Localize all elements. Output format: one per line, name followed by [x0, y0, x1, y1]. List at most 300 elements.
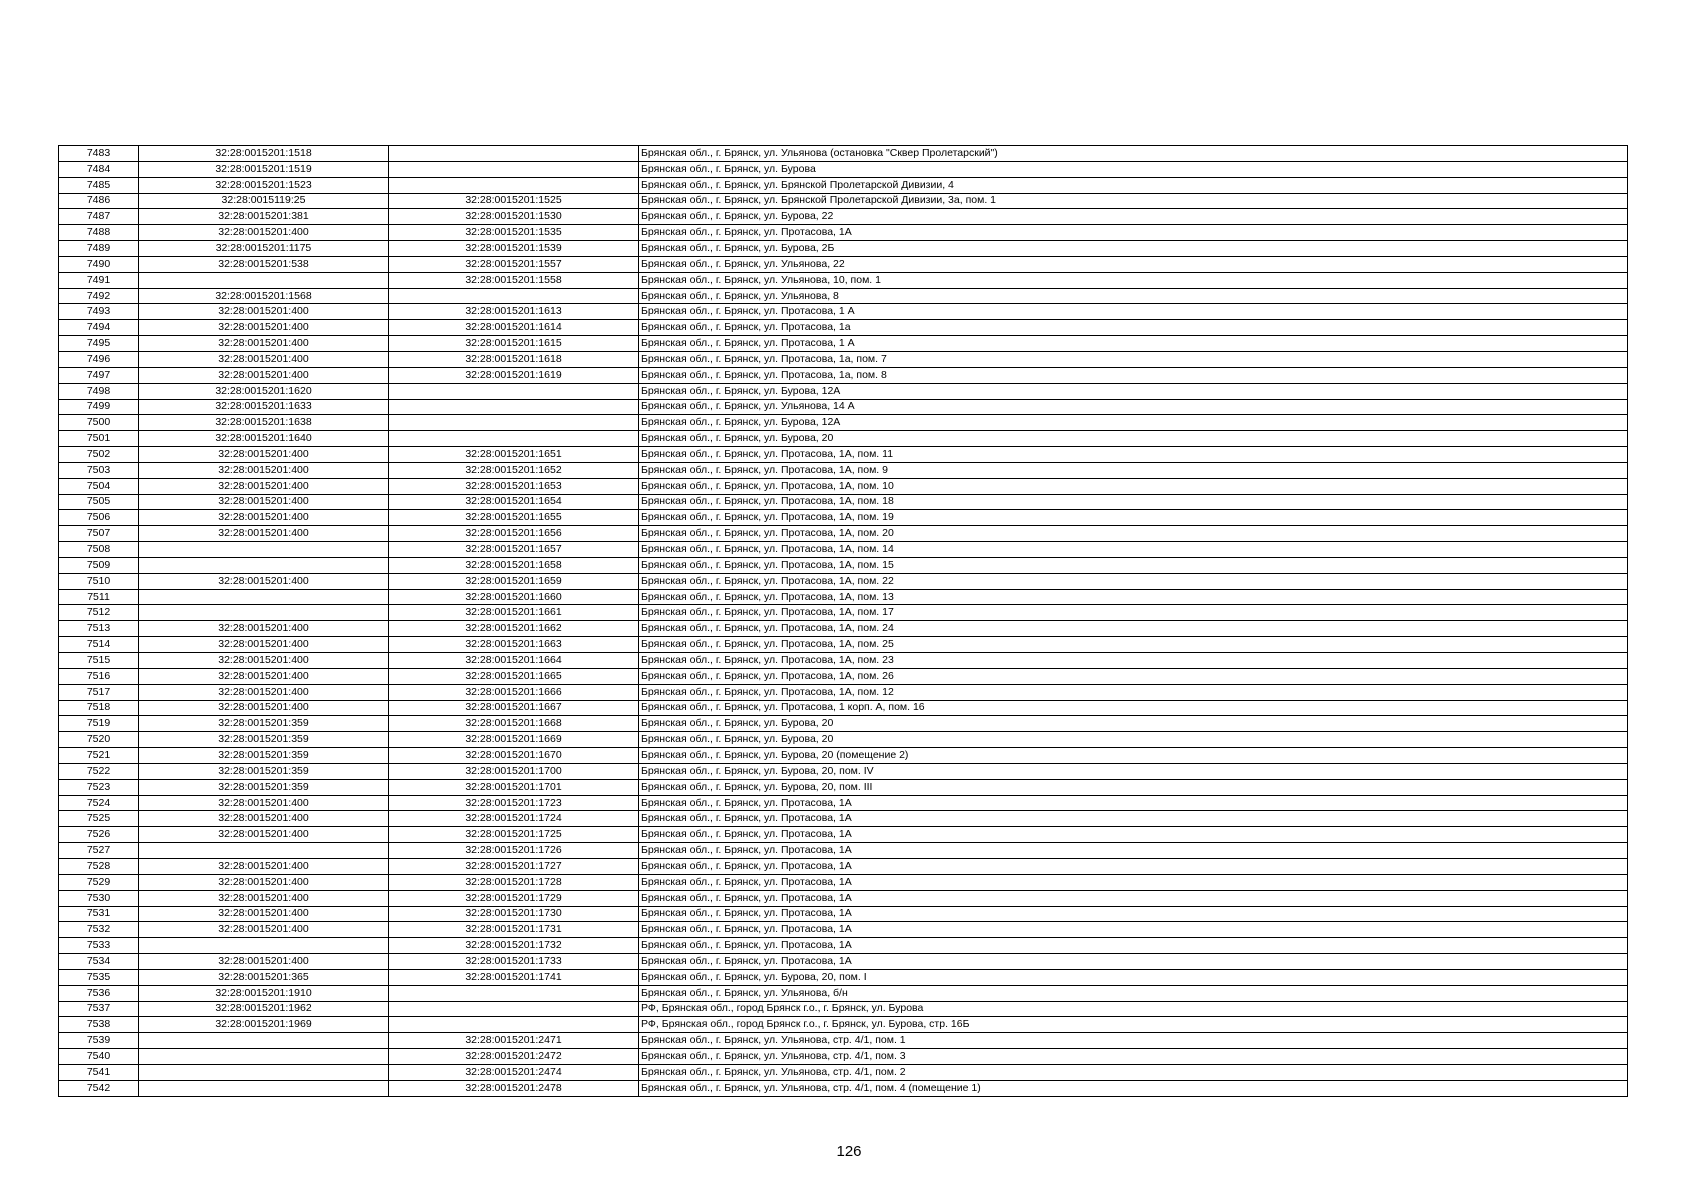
- table-row: [59, 716, 1628, 732]
- parcel-cadastral-number-cell: 32:28:0015201:1568: [139, 288, 389, 304]
- address-cell: Брянская обл., г. Брянск, ул. Протасова, 1 корп. А, пом. 16: [639, 700, 1628, 716]
- table-row: [59, 209, 1628, 225]
- object-cadastral-number-cell: 32:28:0015201:1670: [389, 748, 639, 764]
- row-number-cell: 7499: [59, 399, 139, 415]
- table-row: [59, 779, 1628, 795]
- object-cadastral-number-cell: 32:28:0015201:1615: [389, 336, 639, 352]
- row-number-cell: 7496: [59, 351, 139, 367]
- parcel-cadastral-number-cell: 32:28:0015201:538: [139, 256, 389, 272]
- cadastral-table: [58, 145, 1628, 1097]
- parcel-cadastral-number-cell: 32:28:0015201:359: [139, 763, 389, 779]
- table-row: [59, 573, 1628, 589]
- address-cell: Брянская обл., г. Брянск, ул. Ульянова (остановка "Сквер Пролетарский"): [639, 146, 1628, 162]
- parcel-cadastral-number-cell: [139, 589, 389, 605]
- object-cadastral-number-cell: [389, 146, 639, 162]
- parcel-cadastral-number-cell: 32:28:0015201:1638: [139, 415, 389, 431]
- object-cadastral-number-cell: 32:28:0015201:1729: [389, 890, 639, 906]
- address-cell: Брянская обл., г. Брянск, ул. Ульянова, 10, пом. 1: [639, 272, 1628, 288]
- address-cell: Брянская обл., г. Брянск, ул. Протасова, 1А, пом. 15: [639, 557, 1628, 573]
- row-number-cell: 7484: [59, 161, 139, 177]
- parcel-cadastral-number-cell: 32:28:0015201:400: [139, 668, 389, 684]
- row-number-cell: 7541: [59, 1064, 139, 1080]
- parcel-cadastral-number-cell: 32:28:0015201:400: [139, 225, 389, 241]
- address-cell: Брянская обл., г. Брянск, ул. Протасова, 1А, пом. 22: [639, 573, 1628, 589]
- row-number-cell: 7493: [59, 304, 139, 320]
- table-row: [59, 177, 1628, 193]
- object-cadastral-number-cell: 32:28:0015201:1656: [389, 526, 639, 542]
- row-number-cell: 7502: [59, 447, 139, 463]
- address-cell: Брянская обл., г. Брянск, ул. Протасова, 1А, пом. 12: [639, 684, 1628, 700]
- object-cadastral-number-cell: 32:28:0015201:1657: [389, 542, 639, 558]
- row-number-cell: 7537: [59, 1001, 139, 1017]
- row-number-cell: 7513: [59, 621, 139, 637]
- parcel-cadastral-number-cell: 32:28:0015201:400: [139, 700, 389, 716]
- object-cadastral-number-cell: [389, 431, 639, 447]
- object-cadastral-number-cell: 32:28:0015201:1723: [389, 795, 639, 811]
- table-row: [59, 874, 1628, 890]
- table-row: [59, 542, 1628, 558]
- parcel-cadastral-number-cell: 32:28:0015201:365: [139, 969, 389, 985]
- row-number-cell: 7500: [59, 415, 139, 431]
- row-number-cell: 7533: [59, 938, 139, 954]
- row-number-cell: 7514: [59, 637, 139, 653]
- object-cadastral-number-cell: 32:28:0015201:1700: [389, 763, 639, 779]
- row-number-cell: 7488: [59, 225, 139, 241]
- parcel-cadastral-number-cell: 32:28:0015201:400: [139, 510, 389, 526]
- row-number-cell: 7512: [59, 605, 139, 621]
- object-cadastral-number-cell: 32:28:0015201:1727: [389, 858, 639, 874]
- object-cadastral-number-cell: 32:28:0015201:1726: [389, 843, 639, 859]
- row-number-cell: 7506: [59, 510, 139, 526]
- table-row: [59, 748, 1628, 764]
- address-cell: Брянская обл., г. Брянск, ул. Протасова, 1А: [639, 890, 1628, 906]
- object-cadastral-number-cell: [389, 177, 639, 193]
- object-cadastral-number-cell: [389, 288, 639, 304]
- object-cadastral-number-cell: 32:28:0015201:1535: [389, 225, 639, 241]
- row-number-cell: 7507: [59, 526, 139, 542]
- parcel-cadastral-number-cell: [139, 1049, 389, 1065]
- table-row: [59, 985, 1628, 1001]
- table-row: [59, 763, 1628, 779]
- object-cadastral-number-cell: 32:28:0015201:1665: [389, 668, 639, 684]
- row-number-cell: 7485: [59, 177, 139, 193]
- parcel-cadastral-number-cell: 32:28:0015201:1969: [139, 1017, 389, 1033]
- parcel-cadastral-number-cell: 32:28:0015201:1633: [139, 399, 389, 415]
- address-cell: Брянская обл., г. Брянск, ул. Протасова, 1А, пом. 11: [639, 447, 1628, 463]
- object-cadastral-number-cell: [389, 985, 639, 1001]
- parcel-cadastral-number-cell: 32:28:0015201:400: [139, 478, 389, 494]
- parcel-cadastral-number-cell: 32:28:0015201:400: [139, 890, 389, 906]
- row-number-cell: 7501: [59, 431, 139, 447]
- table-row: [59, 193, 1628, 209]
- object-cadastral-number-cell: 32:28:0015201:1614: [389, 320, 639, 336]
- table-row: [59, 653, 1628, 669]
- table-row: [59, 1064, 1628, 1080]
- row-number-cell: 7535: [59, 969, 139, 985]
- table-row: [59, 225, 1628, 241]
- row-number-cell: 7532: [59, 922, 139, 938]
- object-cadastral-number-cell: 32:28:0015201:1659: [389, 573, 639, 589]
- object-cadastral-number-cell: 32:28:0015201:1658: [389, 557, 639, 573]
- row-number-cell: 7536: [59, 985, 139, 1001]
- address-cell: Брянская обл., г. Брянск, ул. Ульянова, б/н: [639, 985, 1628, 1001]
- table-row: [59, 288, 1628, 304]
- table-row: [59, 510, 1628, 526]
- table-row: [59, 922, 1628, 938]
- parcel-cadastral-number-cell: 32:28:0015201:400: [139, 653, 389, 669]
- address-cell: Брянская обл., г. Брянск, ул. Протасова, 1а, пом. 7: [639, 351, 1628, 367]
- table-row: [59, 383, 1628, 399]
- address-cell: Брянская обл., г. Брянск, ул. Протасова, 1а: [639, 320, 1628, 336]
- address-cell: Брянская обл., г. Брянск, ул. Протасова, 1А, пом. 10: [639, 478, 1628, 494]
- table-row: [59, 1017, 1628, 1033]
- address-cell: Брянская обл., г. Брянск, ул. Протасова, 1А, пом. 14: [639, 542, 1628, 558]
- table-row: [59, 1080, 1628, 1096]
- parcel-cadastral-number-cell: 32:28:0015201:359: [139, 732, 389, 748]
- object-cadastral-number-cell: 32:28:0015201:1662: [389, 621, 639, 637]
- object-cadastral-number-cell: 32:28:0015201:1558: [389, 272, 639, 288]
- object-cadastral-number-cell: 32:28:0015201:1668: [389, 716, 639, 732]
- address-cell: Брянская обл., г. Брянск, ул. Бурова, 20: [639, 732, 1628, 748]
- table-row: [59, 1001, 1628, 1017]
- row-number-cell: 7529: [59, 874, 139, 890]
- table-row: [59, 415, 1628, 431]
- address-cell: Брянская обл., г. Брянск, ул. Ульянова, 22: [639, 256, 1628, 272]
- object-cadastral-number-cell: 32:28:0015201:1724: [389, 811, 639, 827]
- address-cell: Брянская обл., г. Брянск, ул. Протасова, 1А, пом. 20: [639, 526, 1628, 542]
- object-cadastral-number-cell: 32:28:0015201:1654: [389, 494, 639, 510]
- parcel-cadastral-number-cell: 32:28:0015201:359: [139, 716, 389, 732]
- table-row: [59, 795, 1628, 811]
- address-cell: Брянская обл., г. Брянск, ул. Протасова, 1А: [639, 922, 1628, 938]
- table-row: [59, 827, 1628, 843]
- parcel-cadastral-number-cell: 32:28:0015201:359: [139, 779, 389, 795]
- parcel-cadastral-number-cell: 32:28:0015201:1519: [139, 161, 389, 177]
- parcel-cadastral-number-cell: 32:28:0015201:400: [139, 367, 389, 383]
- address-cell: Брянская обл., г. Брянск, ул. Протасова, 1А, пом. 25: [639, 637, 1628, 653]
- parcel-cadastral-number-cell: [139, 843, 389, 859]
- row-number-cell: 7531: [59, 906, 139, 922]
- parcel-cadastral-number-cell: 32:28:0015119:25: [139, 193, 389, 209]
- object-cadastral-number-cell: 32:28:0015201:1728: [389, 874, 639, 890]
- row-number-cell: 7489: [59, 241, 139, 257]
- table-row: [59, 304, 1628, 320]
- address-cell: Брянская обл., г. Брянск, ул. Протасова, 1 А: [639, 304, 1628, 320]
- row-number-cell: 7523: [59, 779, 139, 795]
- row-number-cell: 7538: [59, 1017, 139, 1033]
- parcel-cadastral-number-cell: [139, 272, 389, 288]
- table-row: [59, 320, 1628, 336]
- table-row: [59, 684, 1628, 700]
- row-number-cell: 7503: [59, 462, 139, 478]
- address-cell: Брянская обл., г. Брянск, ул. Бурова, 20, пом. I: [639, 969, 1628, 985]
- address-cell: РФ, Брянская обл., город Брянск г.о., г. Брянск, ул. Бурова, стр. 16Б: [639, 1017, 1628, 1033]
- parcel-cadastral-number-cell: 32:28:0015201:1523: [139, 177, 389, 193]
- address-cell: Брянская обл., г. Брянск, ул. Протасова, 1А, пом. 13: [639, 589, 1628, 605]
- address-cell: Брянская обл., г. Брянск, ул. Протасова, 1А: [639, 225, 1628, 241]
- object-cadastral-number-cell: 32:28:0015201:1731: [389, 922, 639, 938]
- parcel-cadastral-number-cell: 32:28:0015201:359: [139, 748, 389, 764]
- row-number-cell: 7494: [59, 320, 139, 336]
- parcel-cadastral-number-cell: [139, 1080, 389, 1096]
- object-cadastral-number-cell: 32:28:0015201:1660: [389, 589, 639, 605]
- row-number-cell: 7511: [59, 589, 139, 605]
- object-cadastral-number-cell: 32:28:0015201:1664: [389, 653, 639, 669]
- address-cell: Брянская обл., г. Брянск, ул. Протасова, 1 А: [639, 336, 1628, 352]
- row-number-cell: 7542: [59, 1080, 139, 1096]
- object-cadastral-number-cell: 32:28:0015201:1613: [389, 304, 639, 320]
- object-cadastral-number-cell: 32:28:0015201:1539: [389, 241, 639, 257]
- parcel-cadastral-number-cell: 32:28:0015201:400: [139, 874, 389, 890]
- row-number-cell: 7487: [59, 209, 139, 225]
- table-row: [59, 526, 1628, 542]
- object-cadastral-number-cell: 32:28:0015201:1661: [389, 605, 639, 621]
- row-number-cell: 7526: [59, 827, 139, 843]
- address-cell: Брянская обл., г. Брянск, ул. Бурова, 12А: [639, 415, 1628, 431]
- address-cell: Брянская обл., г. Брянск, ул. Протасова, 1А: [639, 811, 1628, 827]
- table-row: [59, 146, 1628, 162]
- table-row: [59, 272, 1628, 288]
- object-cadastral-number-cell: 32:28:0015201:1618: [389, 351, 639, 367]
- parcel-cadastral-number-cell: 32:28:0015201:1640: [139, 431, 389, 447]
- row-number-cell: 7490: [59, 256, 139, 272]
- row-number-cell: 7519: [59, 716, 139, 732]
- object-cadastral-number-cell: 32:28:0015201:1667: [389, 700, 639, 716]
- parcel-cadastral-number-cell: 32:28:0015201:381: [139, 209, 389, 225]
- address-cell: Брянская обл., г. Брянск, ул. Протасова, 1А: [639, 858, 1628, 874]
- address-cell: Брянская обл., г. Брянск, ул. Протасова, 1А: [639, 874, 1628, 890]
- address-cell: Брянская обл., г. Брянск, ул. Бурова, 2Б: [639, 241, 1628, 257]
- object-cadastral-number-cell: 32:28:0015201:1669: [389, 732, 639, 748]
- parcel-cadastral-number-cell: 32:28:0015201:1910: [139, 985, 389, 1001]
- row-number-cell: 7539: [59, 1033, 139, 1049]
- object-cadastral-number-cell: 32:28:0015201:1655: [389, 510, 639, 526]
- object-cadastral-number-cell: 32:28:0015201:1733: [389, 954, 639, 970]
- object-cadastral-number-cell: [389, 415, 639, 431]
- object-cadastral-number-cell: [389, 161, 639, 177]
- address-cell: Брянская обл., г. Брянск, ул. Протасова, 1а, пом. 8: [639, 367, 1628, 383]
- address-cell: Брянская обл., г. Брянск, ул. Ульянова, 14 А: [639, 399, 1628, 415]
- table-row: [59, 241, 1628, 257]
- table-row: [59, 494, 1628, 510]
- address-cell: Брянская обл., г. Брянск, ул. Протасова, 1А, пом. 26: [639, 668, 1628, 684]
- table-row: [59, 938, 1628, 954]
- row-number-cell: 7515: [59, 653, 139, 669]
- table-row: [59, 589, 1628, 605]
- object-cadastral-number-cell: [389, 1017, 639, 1033]
- row-number-cell: 7495: [59, 336, 139, 352]
- parcel-cadastral-number-cell: 32:28:0015201:400: [139, 827, 389, 843]
- object-cadastral-number-cell: 32:28:0015201:1619: [389, 367, 639, 383]
- row-number-cell: 7483: [59, 146, 139, 162]
- parcel-cadastral-number-cell: 32:28:0015201:1962: [139, 1001, 389, 1017]
- table-row: [59, 700, 1628, 716]
- address-cell: Брянская обл., г. Брянск, ул. Ульянова, стр. 4/1, пом. 3: [639, 1049, 1628, 1065]
- row-number-cell: 7530: [59, 890, 139, 906]
- row-number-cell: 7510: [59, 573, 139, 589]
- parcel-cadastral-number-cell: 32:28:0015201:400: [139, 922, 389, 938]
- table-row: [59, 890, 1628, 906]
- parcel-cadastral-number-cell: 32:28:0015201:400: [139, 811, 389, 827]
- parcel-cadastral-number-cell: [139, 557, 389, 573]
- object-cadastral-number-cell: 32:28:0015201:1525: [389, 193, 639, 209]
- table-row: [59, 478, 1628, 494]
- address-cell: Брянская обл., г. Брянск, ул. Протасова, 1А: [639, 795, 1628, 811]
- object-cadastral-number-cell: 32:28:0015201:1651: [389, 447, 639, 463]
- address-cell: Брянская обл., г. Брянск, ул. Ульянова, 8: [639, 288, 1628, 304]
- row-number-cell: 7498: [59, 383, 139, 399]
- parcel-cadastral-number-cell: [139, 542, 389, 558]
- table-row: [59, 399, 1628, 415]
- parcel-cadastral-number-cell: [139, 605, 389, 621]
- row-number-cell: 7486: [59, 193, 139, 209]
- parcel-cadastral-number-cell: 32:28:0015201:1620: [139, 383, 389, 399]
- parcel-cadastral-number-cell: 32:28:0015201:400: [139, 320, 389, 336]
- parcel-cadastral-number-cell: 32:28:0015201:400: [139, 621, 389, 637]
- address-cell: Брянская обл., г. Брянск, ул. Бурова: [639, 161, 1628, 177]
- table-row: [59, 256, 1628, 272]
- object-cadastral-number-cell: 32:28:0015201:2478: [389, 1080, 639, 1096]
- table-row: [59, 1033, 1628, 1049]
- address-cell: Брянская обл., г. Брянск, ул. Ульянова, стр. 4/1, пом. 2: [639, 1064, 1628, 1080]
- address-cell: Брянская обл., г. Брянск, ул. Протасова, 1А: [639, 954, 1628, 970]
- table-row: [59, 811, 1628, 827]
- address-cell: Брянская обл., г. Брянск, ул. Ульянова, стр. 4/1, пом. 1: [639, 1033, 1628, 1049]
- table-row: [59, 336, 1628, 352]
- object-cadastral-number-cell: 32:28:0015201:1701: [389, 779, 639, 795]
- table-body: [59, 146, 1628, 1097]
- object-cadastral-number-cell: 32:28:0015201:2471: [389, 1033, 639, 1049]
- address-cell: Брянская обл., г. Брянск, ул. Брянской Пролетарской Дивизии, 4: [639, 177, 1628, 193]
- row-number-cell: 7516: [59, 668, 139, 684]
- table-row: [59, 906, 1628, 922]
- parcel-cadastral-number-cell: 32:28:0015201:400: [139, 526, 389, 542]
- parcel-cadastral-number-cell: 32:28:0015201:400: [139, 462, 389, 478]
- table-row: [59, 351, 1628, 367]
- parcel-cadastral-number-cell: 32:28:0015201:400: [139, 336, 389, 352]
- row-number-cell: 7527: [59, 843, 139, 859]
- object-cadastral-number-cell: 32:28:0015201:1653: [389, 478, 639, 494]
- page-number: 126: [836, 1143, 862, 1160]
- row-number-cell: 7540: [59, 1049, 139, 1065]
- parcel-cadastral-number-cell: 32:28:0015201:400: [139, 304, 389, 320]
- row-number-cell: 7528: [59, 858, 139, 874]
- address-cell: Брянская обл., г. Брянск, ул. Протасова, 1А, пом. 19: [639, 510, 1628, 526]
- row-number-cell: 7521: [59, 748, 139, 764]
- table-row: [59, 557, 1628, 573]
- address-cell: Брянская обл., г. Брянск, ул. Протасова, 1А, пом. 23: [639, 653, 1628, 669]
- row-number-cell: 7508: [59, 542, 139, 558]
- table-row: [59, 161, 1628, 177]
- address-cell: Брянская обл., г. Брянск, ул. Протасова, 1А: [639, 938, 1628, 954]
- table-row: [59, 621, 1628, 637]
- table-row: [59, 668, 1628, 684]
- parcel-cadastral-number-cell: [139, 1064, 389, 1080]
- address-cell: Брянская обл., г. Брянск, ул. Бурова, 20: [639, 431, 1628, 447]
- object-cadastral-number-cell: [389, 399, 639, 415]
- object-cadastral-number-cell: 32:28:0015201:1732: [389, 938, 639, 954]
- object-cadastral-number-cell: 32:28:0015201:1663: [389, 637, 639, 653]
- address-cell: Брянская обл., г. Брянск, ул. Протасова, 1А, пом. 18: [639, 494, 1628, 510]
- address-cell: Брянская обл., г. Брянск, ул. Протасова, 1А: [639, 843, 1628, 859]
- row-number-cell: 7518: [59, 700, 139, 716]
- table-row: [59, 447, 1628, 463]
- address-cell: Брянская обл., г. Брянск, ул. Бурова, 22: [639, 209, 1628, 225]
- row-number-cell: 7520: [59, 732, 139, 748]
- parcel-cadastral-number-cell: 32:28:0015201:400: [139, 447, 389, 463]
- parcel-cadastral-number-cell: 32:28:0015201:400: [139, 637, 389, 653]
- table-row: [59, 637, 1628, 653]
- object-cadastral-number-cell: 32:28:0015201:1652: [389, 462, 639, 478]
- row-number-cell: 7509: [59, 557, 139, 573]
- parcel-cadastral-number-cell: 32:28:0015201:400: [139, 494, 389, 510]
- parcel-cadastral-number-cell: 32:28:0015201:400: [139, 954, 389, 970]
- table-row: [59, 954, 1628, 970]
- address-cell: Брянская обл., г. Брянск, ул. Протасова, 1А: [639, 827, 1628, 843]
- address-cell: Брянская обл., г. Брянск, ул. Брянской Пролетарской Дивизии, 3а, пом. 1: [639, 193, 1628, 209]
- table-row: [59, 605, 1628, 621]
- row-number-cell: 7534: [59, 954, 139, 970]
- row-number-cell: 7505: [59, 494, 139, 510]
- row-number-cell: 7522: [59, 763, 139, 779]
- parcel-cadastral-number-cell: 32:28:0015201:400: [139, 684, 389, 700]
- row-number-cell: 7524: [59, 795, 139, 811]
- address-cell: Брянская обл., г. Брянск, ул. Бурова, 20 (помещение 2): [639, 748, 1628, 764]
- parcel-cadastral-number-cell: [139, 1033, 389, 1049]
- table-row: [59, 1049, 1628, 1065]
- parcel-cadastral-number-cell: 32:28:0015201:1518: [139, 146, 389, 162]
- parcel-cadastral-number-cell: 32:28:0015201:400: [139, 858, 389, 874]
- parcel-cadastral-number-cell: 32:28:0015201:1175: [139, 241, 389, 257]
- row-number-cell: 7517: [59, 684, 139, 700]
- row-number-cell: 7504: [59, 478, 139, 494]
- parcel-cadastral-number-cell: 32:28:0015201:400: [139, 573, 389, 589]
- object-cadastral-number-cell: [389, 1001, 639, 1017]
- object-cadastral-number-cell: 32:28:0015201:1666: [389, 684, 639, 700]
- table-row: [59, 367, 1628, 383]
- table-row: [59, 969, 1628, 985]
- address-cell: Брянская обл., г. Брянск, ул. Ульянова, стр. 4/1, пом. 4 (помещение 1): [639, 1080, 1628, 1096]
- object-cadastral-number-cell: 32:28:0015201:1725: [389, 827, 639, 843]
- table-row: [59, 462, 1628, 478]
- object-cadastral-number-cell: [389, 383, 639, 399]
- parcel-cadastral-number-cell: [139, 938, 389, 954]
- parcel-cadastral-number-cell: 32:28:0015201:400: [139, 795, 389, 811]
- object-cadastral-number-cell: 32:28:0015201:1741: [389, 969, 639, 985]
- address-cell: Брянская обл., г. Брянск, ул. Бурова, 20: [639, 716, 1628, 732]
- address-cell: Брянская обл., г. Брянск, ул. Протасова, 1А: [639, 906, 1628, 922]
- object-cadastral-number-cell: 32:28:0015201:2474: [389, 1064, 639, 1080]
- parcel-cadastral-number-cell: 32:28:0015201:400: [139, 906, 389, 922]
- parcel-cadastral-number-cell: 32:28:0015201:400: [139, 351, 389, 367]
- table-row: [59, 431, 1628, 447]
- object-cadastral-number-cell: 32:28:0015201:1730: [389, 906, 639, 922]
- address-cell: Брянская обл., г. Брянск, ул. Бурова, 20, пом. IV: [639, 763, 1628, 779]
- table-row: [59, 843, 1628, 859]
- object-cadastral-number-cell: 32:28:0015201:1557: [389, 256, 639, 272]
- table-row: [59, 858, 1628, 874]
- address-cell: Брянская обл., г. Брянск, ул. Бурова, 12А: [639, 383, 1628, 399]
- object-cadastral-number-cell: 32:28:0015201:1530: [389, 209, 639, 225]
- address-cell: Брянская обл., г. Брянск, ул. Протасова, 1А, пом. 9: [639, 462, 1628, 478]
- address-cell: РФ, Брянская обл., город Брянск г.о., г. Брянск, ул. Бурова: [639, 1001, 1628, 1017]
- row-number-cell: 7497: [59, 367, 139, 383]
- address-cell: Брянская обл., г. Брянск, ул. Протасова, 1А, пом. 17: [639, 605, 1628, 621]
- table-row: [59, 732, 1628, 748]
- row-number-cell: 7525: [59, 811, 139, 827]
- row-number-cell: 7492: [59, 288, 139, 304]
- address-cell: Брянская обл., г. Брянск, ул. Бурова, 20, пом. III: [639, 779, 1628, 795]
